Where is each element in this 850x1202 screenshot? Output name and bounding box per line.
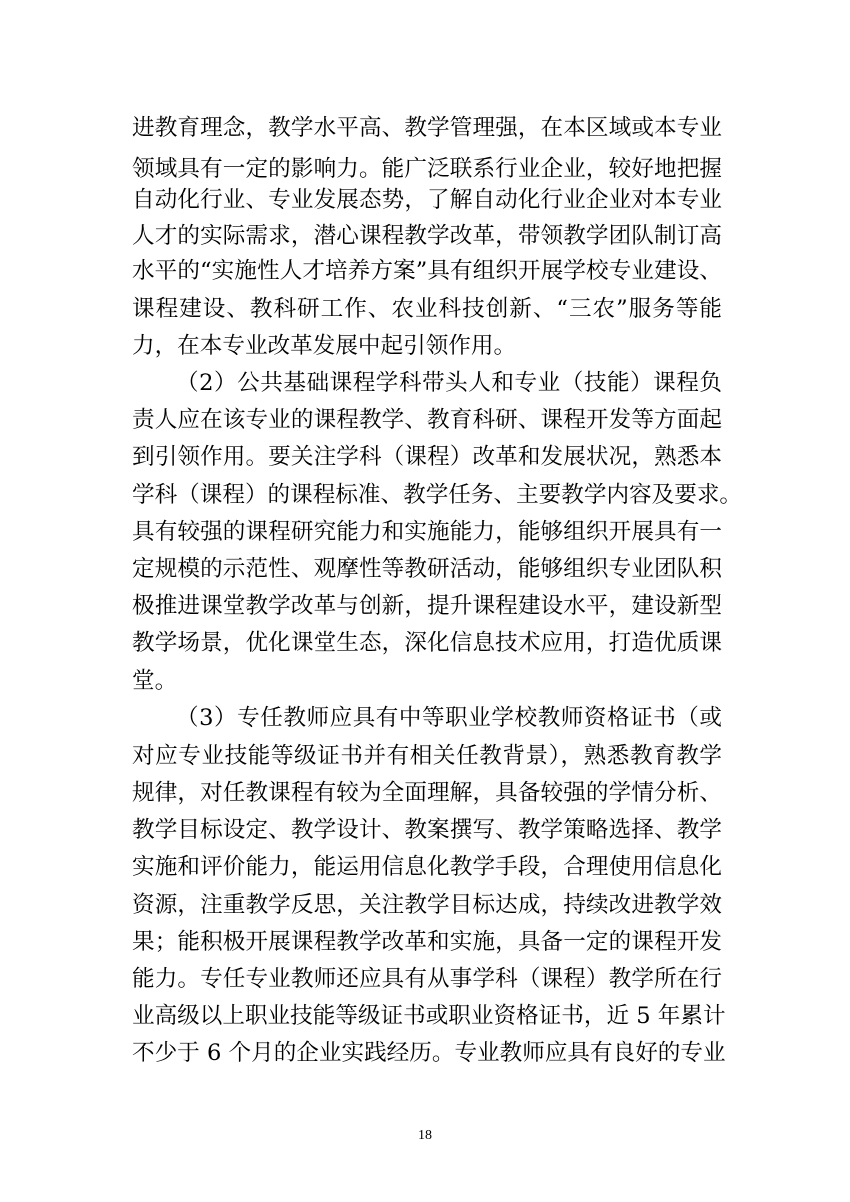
- body-line: 对应专业技能等级证书并有相关任教背景），熟悉教育教学: [132, 743, 722, 769]
- body-line: 领域具有一定的影响力。能广泛联系行业企业，较好地把握: [132, 156, 722, 182]
- body-line: 资源，注重教学反思，关注教学目标达成，持续改进教学效: [132, 892, 722, 918]
- paragraph-start-line: （2）公共基础课程学科带头人和专业（技能）课程负: [176, 370, 722, 396]
- body-line: 能力。专任专业教师还应具有从事学科（课程）教学所在行: [132, 966, 722, 992]
- body-line: 进教育理念，教学水平高、教学管理强，在本区域或本专业: [132, 115, 722, 141]
- body-line: 教学目标设定、教学设计、教案撰写、教学策略选择、教学: [132, 817, 722, 843]
- page-number: 18: [418, 1128, 432, 1143]
- body-line: 极推进课堂教学改革与创新，提升课程建设水平，建设新型: [132, 593, 722, 619]
- paragraph-start-line: （3）专任教师应具有中等职业学校教师资格证书（或: [176, 705, 722, 731]
- body-line: 课程建设、教科研工作、农业科技创新、“三农”服务等能: [132, 296, 722, 322]
- body-line: 人才的实际需求，潜心课程教学改革，带领教学团队制订高: [132, 223, 722, 249]
- body-line: 定规模的示范性、观摩性等教研活动，能够组织专业团队积: [132, 556, 722, 582]
- body-line: 责人应在该专业的课程教学、教育科研、课程开发等方面起: [132, 407, 722, 433]
- body-line: 果；能积极开展课程教学改革和实施，具备一定的课程开发: [132, 929, 722, 955]
- body-line: 规律，对任教课程有较为全面理解，具备较强的学情分析、: [132, 780, 722, 806]
- body-line: 堂。: [132, 668, 178, 694]
- body-line: 自动化行业、专业发展态势，了解自动化行业企业对本专业: [132, 187, 722, 213]
- body-line: 业高级以上职业技能等级证书或职业资格证书，近 5 年累计: [132, 1003, 726, 1029]
- body-line: 水平的“实施性人才培养方案”具有组织开展学校专业建设、: [132, 258, 722, 284]
- body-line: 具有较强的课程研究能力和实施能力，能够组织开展具有一: [132, 519, 722, 545]
- body-line: 实施和评价能力，能运用信息化教学手段，合理使用信息化: [132, 854, 722, 880]
- body-line: 学科（课程）的课程标准、教学任务、主要教学内容及要求。: [132, 482, 743, 508]
- body-line: 力，在本专业改革发展中起引领作用。: [132, 333, 517, 359]
- body-line: 教学场景，优化课堂生态，深化信息技术应用，打造优质课: [132, 630, 722, 656]
- body-line: 到引领作用。要关注学科（课程）改革和发展状况，熟悉本: [132, 444, 722, 470]
- body-line: 不少于 6 个月的企业实践经历。专业教师应具有良好的专业: [132, 1040, 726, 1066]
